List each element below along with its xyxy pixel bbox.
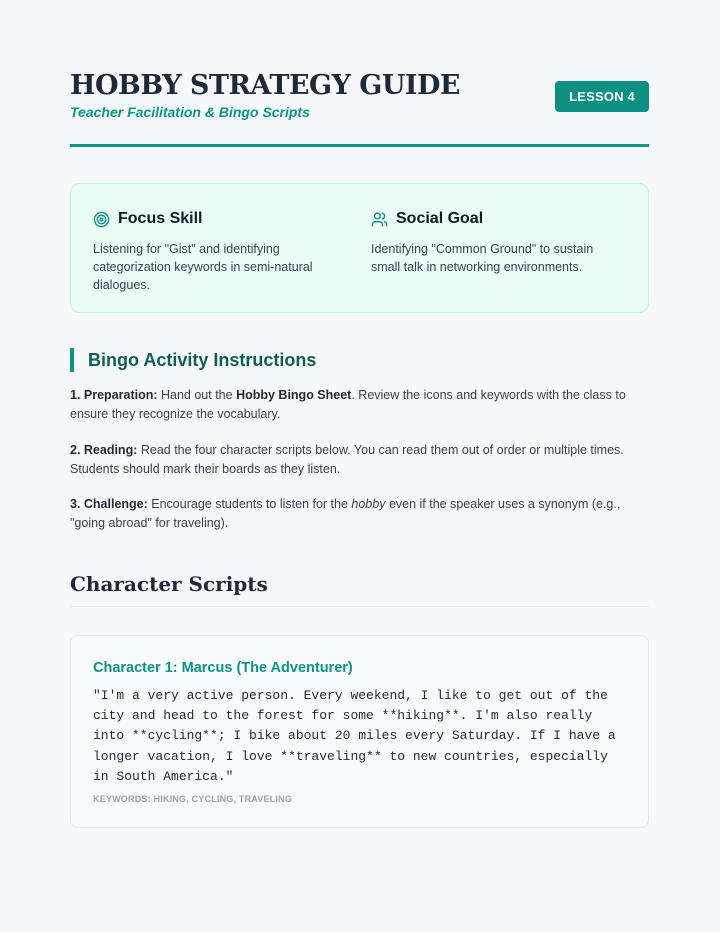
scripts-divider	[70, 606, 649, 607]
character-name: Character 1: Marcus (The Adventurer)	[93, 660, 353, 676]
focus-skill-panel	[93, 208, 343, 294]
instruction-step-3: 3. Challenge: Encourage students to listen for the hobby even if the speaker uses a synonym (e.g., "going abroad" for traveling).	[70, 497, 621, 530]
instructions-heading: Bingo Activity Instructions	[88, 350, 317, 370]
instruction-step-2: 2. Reading: Read the four character scripts below. You can read them out of order or multiple times. Students should mark their boards as they listen.	[70, 443, 624, 476]
users-icon	[371, 211, 388, 228]
instruction-step-1: 1. Preparation: Hand out the Hobby Bingo Sheet. Review the icons and keywords with the class to ensure they recognize the vocabulary.	[70, 388, 626, 421]
bingo-sheet-name: Hobby Bingo Sheet	[236, 388, 352, 402]
step-label: 3. Challenge:	[70, 497, 148, 511]
step-label: 2. Reading:	[70, 443, 138, 457]
focus-skill-text: Listening for "Gist" and identifying categorization keywords in semi-natural dialogues.	[93, 242, 313, 292]
lesson-badge: LESSON 4	[555, 81, 649, 112]
skills-card	[70, 183, 649, 313]
focus-skill-title: Focus Skill	[118, 210, 203, 227]
document-subtitle: Teacher Facilitation & Bingo Scripts	[70, 104, 310, 120]
section-accent-bar	[70, 348, 74, 372]
character-keywords: KEYWORDS: HIKING, CYCLING, TRAVELING	[93, 794, 293, 804]
social-goal-title: Social Goal	[396, 210, 484, 227]
target-icon	[93, 211, 110, 228]
social-goal-text: Identifying "Common Ground" to sustain small talk in networking environments.	[371, 242, 594, 274]
character-script-card	[70, 635, 649, 828]
document-header	[70, 70, 649, 150]
header-divider	[70, 144, 649, 147]
character-quote: "I'm a very active person. Every weekend, I like to get out of the city and head to the forest for some **hiking**. I'm also really into **cycling**; I bike about 20 miles every Saturday. If I have a longer vacation, I love **traveling** to new countries, especially in South America."	[93, 688, 616, 784]
step-label: 1. Preparation:	[70, 388, 158, 402]
character-scripts-heading: Character Scripts	[70, 572, 268, 596]
social-goal-panel	[371, 208, 621, 276]
hobby-emphasis: hobby	[351, 497, 386, 511]
document-title: HOBBY STRATEGY GUIDE	[70, 70, 461, 101]
